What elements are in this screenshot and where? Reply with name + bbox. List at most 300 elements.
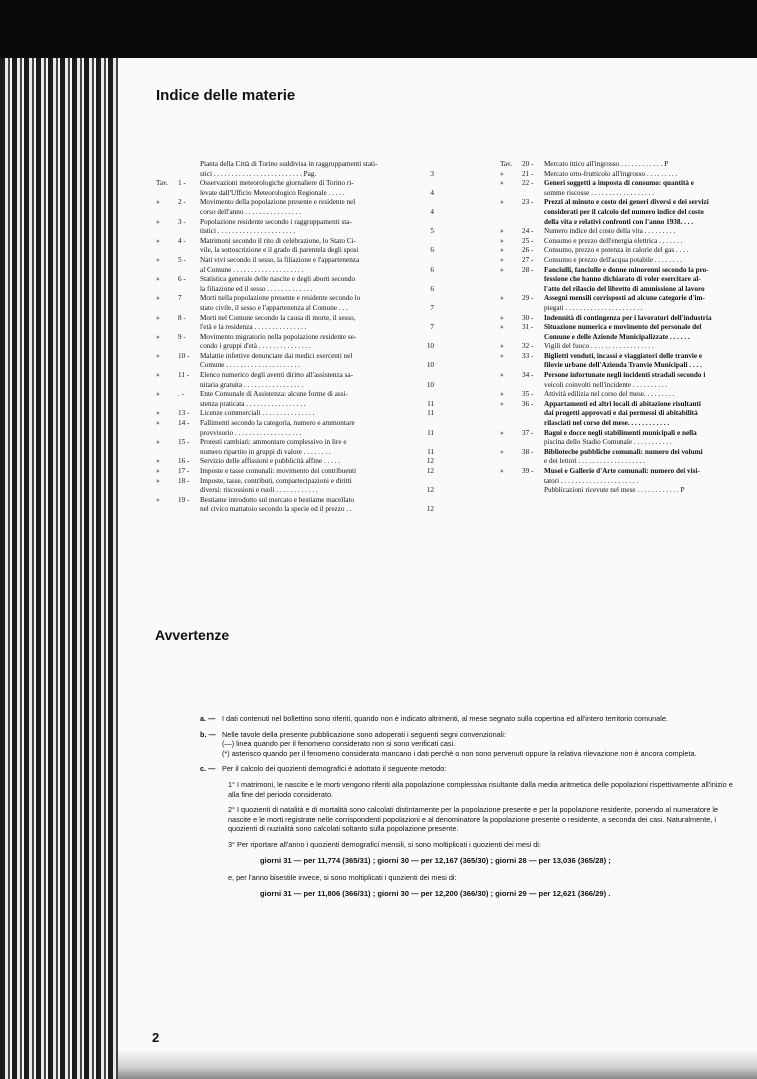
page-number: 2 xyxy=(152,1030,160,1045)
toc-text: nel civico mattatoio secondo la specie ed il prezzo . . xyxy=(200,505,352,514)
toc-text: stici . . . . . . . . . . . . . . . . . . . . . . . . . Pag. xyxy=(200,169,317,178)
toc-number xyxy=(522,361,544,371)
toc-page: 12 xyxy=(426,505,434,514)
toc-page xyxy=(408,477,434,487)
toc-page xyxy=(731,189,757,199)
toc-entry xyxy=(500,208,757,218)
toc-number xyxy=(178,361,200,371)
toc-text: numero ripartito in gruppi di valore . . . . . . . . xyxy=(200,447,331,456)
toc-entry xyxy=(500,198,757,208)
toc-page: 4 xyxy=(430,188,434,197)
toc-text: Servizio delle affissioni e pubblicità affine . . . . . xyxy=(200,457,341,466)
toc-entry xyxy=(156,218,434,228)
toc-prefix xyxy=(156,160,178,170)
toc-text: Popolazione residente secondo i raggruppamenti sta- xyxy=(200,217,352,226)
toc-number xyxy=(522,208,544,218)
toc-entry xyxy=(500,170,757,180)
toc-page: 10 xyxy=(426,361,434,370)
book-binding-edge xyxy=(0,58,125,1079)
toc-page: 6 xyxy=(430,265,434,274)
toc-entry xyxy=(156,246,434,256)
toc-prefix xyxy=(156,323,178,333)
toc-prefix xyxy=(500,333,522,343)
toc-number: 3 - xyxy=(178,217,186,226)
toc-page xyxy=(731,457,757,467)
toc-entry xyxy=(156,160,434,170)
toc-prefix: » xyxy=(156,313,160,322)
toc-entry xyxy=(156,198,434,208)
toc-number: 36 - xyxy=(522,399,534,408)
toc-prefix: » xyxy=(156,332,160,341)
toc-prefix xyxy=(500,477,522,487)
toc-prefix: » xyxy=(156,294,160,303)
toc-page xyxy=(408,294,434,304)
toc-number: 32 - xyxy=(522,342,534,351)
toc-number: . - xyxy=(178,390,184,399)
toc-entry xyxy=(500,429,757,439)
toc-entry xyxy=(500,438,757,448)
toc-entry xyxy=(156,486,434,496)
toc-prefix: » xyxy=(500,313,504,322)
toc-page xyxy=(731,294,757,304)
toc-entry xyxy=(500,304,757,314)
toc-number xyxy=(178,304,200,314)
toc-prefix xyxy=(500,208,522,218)
toc-page xyxy=(731,170,757,180)
toc-entry xyxy=(500,314,757,324)
toc-text: Licenze commerciali . . . . . . . . . . . . . . . xyxy=(200,409,315,418)
toc-page xyxy=(731,342,757,352)
toc-text: Situazione numerica e movimento del personale del xyxy=(544,323,702,332)
toc-page xyxy=(408,275,434,285)
toc-entry xyxy=(156,179,434,189)
note-c1: 1° I matrimoni, le nascite e le morti vengono riferiti alla popolazione complessiva risultante dalla media aritmetica delle popolazioni rispettivamente all'inizio e alla fine del periodo considerato. xyxy=(228,779,733,799)
toc-page xyxy=(731,275,757,285)
toc-number: 17 - xyxy=(178,467,190,475)
toc-prefix: » xyxy=(156,198,160,207)
toc-text: Osservazioni meteorologiche giornaliere di Torino ri- xyxy=(200,179,354,188)
toc-number: 26 - xyxy=(522,246,534,255)
toc-text: Movimento migratorio nella popolazione residente se- xyxy=(200,332,357,341)
toc-prefix: » xyxy=(156,409,160,418)
page-title: Indice delle materie xyxy=(156,87,296,104)
toc-entry xyxy=(156,361,434,371)
toc-text: Morti nella popolazione presente e residente secondo lo xyxy=(200,294,361,303)
toc-prefix: » xyxy=(156,351,160,360)
toc-text: Ente Comunale di Assistenza: alcune forme di assi- xyxy=(200,390,348,399)
toc-entry xyxy=(500,419,757,429)
toc-number xyxy=(178,323,200,333)
toc-entry xyxy=(500,294,757,304)
toc-number: 27 - xyxy=(522,255,534,264)
toc-number xyxy=(178,246,200,256)
toc-page xyxy=(731,198,757,208)
toc-prefix xyxy=(156,266,178,276)
toc-prefix xyxy=(156,429,178,439)
toc-text: diversi: riscossioni e ruoli . . . . . . . . . . . . xyxy=(200,486,318,495)
toc-page xyxy=(731,371,757,381)
toc-number: 29 - xyxy=(522,294,534,303)
toc-number: 6 - xyxy=(178,275,186,284)
toc-number: 16 - xyxy=(178,457,190,466)
toc-prefix xyxy=(500,381,522,391)
toc-text: Numero indice del costo della vita . . . . . . . . . xyxy=(544,227,676,236)
toc-prefix: » xyxy=(500,265,504,274)
toc-number: 22 - xyxy=(522,179,534,188)
toc-text: l'età e la residenza . . . . . . . . . . . . . . . xyxy=(200,323,307,332)
note-a: a. — I dati contenuti nel bollettino sono riferiti, quando non è indicato altrimenti, al mese segnato sulla copertina ed all'intero territorio comunale. xyxy=(200,714,668,723)
toc-prefix: » xyxy=(500,255,504,264)
toc-text: Consumo e prezzo dell'acqua potabile . . . . . . . . xyxy=(544,255,682,264)
toc-number xyxy=(178,208,200,218)
toc-text: Indennità di contingenza per i lavoratori dell'industria xyxy=(544,313,712,322)
toc-text: provvisorio . . . . . . . . . . . . . . . . . . . xyxy=(200,428,302,437)
toc-prefix: » xyxy=(156,476,160,485)
toc-page: 11 xyxy=(427,428,434,437)
toc-entry xyxy=(156,323,434,333)
toc-page xyxy=(408,198,434,208)
toc-prefix: » xyxy=(500,294,504,303)
toc-number: 4 - xyxy=(178,236,186,245)
toc-text: Comune e delle Aziende Municipalizzate . . . . . . xyxy=(544,332,690,341)
toc-entry xyxy=(156,381,434,391)
toc-page: 11 xyxy=(427,409,434,418)
toc-text: considerati per il calcolo del numero indice del costo xyxy=(544,207,704,216)
toc-entry xyxy=(156,208,434,218)
toc-entry xyxy=(500,381,757,391)
toc-number: 5 - xyxy=(178,255,186,264)
toc-number: 18 - xyxy=(178,476,190,485)
toc-text: l'atto del rilascio del libretto di ammissione al lavoro xyxy=(544,284,705,293)
toc-entry xyxy=(156,189,434,199)
toc-number: 23 - xyxy=(522,198,534,207)
toc-entry xyxy=(156,237,434,247)
toc-prefix xyxy=(156,400,178,410)
toc-prefix: » xyxy=(500,342,504,351)
toc-number: 14 - xyxy=(178,419,190,428)
toc-text: Comune . . . . . . . . . . . . . . . . . . . . . xyxy=(200,361,300,370)
toc-number xyxy=(178,266,200,276)
toc-page: 10 xyxy=(426,380,434,389)
toc-text: Elenco numerico degli aventi diritto all'assistenza sa- xyxy=(200,371,353,380)
toc-page xyxy=(731,448,757,458)
toc-page xyxy=(731,266,757,276)
toc-text: della vita e relativi confronti con l'anno 1938. . . . xyxy=(544,217,694,226)
toc-prefix: » xyxy=(156,371,160,380)
toc-page: 6 xyxy=(430,246,434,255)
toc-number: 15 - xyxy=(178,438,190,447)
toc-page xyxy=(731,246,757,256)
toc-prefix: » xyxy=(500,198,504,207)
toc-text: somme riscosse . . . . . . . . . . . . . . . . . . xyxy=(544,188,655,197)
toc-text: Vigili del fuoco . . . . . . . . . . . . . . . . . . xyxy=(544,342,654,351)
toc-page xyxy=(731,314,757,324)
toc-text: vile, la sottoscrizione e il grado di parentela degli sposi xyxy=(200,246,359,255)
toc-page xyxy=(731,179,757,189)
toc-page xyxy=(731,477,757,487)
toc-entry xyxy=(156,275,434,285)
toc-entry xyxy=(500,477,757,487)
toc-number xyxy=(522,333,544,343)
toc-prefix xyxy=(156,246,178,256)
toc-prefix xyxy=(500,486,522,496)
toc-number: 9 - xyxy=(178,332,186,341)
toc-page xyxy=(408,256,434,266)
toc-prefix: » xyxy=(500,246,504,255)
toc-text: piegati . . . . . . . . . . . . . . . . . . . . . . xyxy=(544,303,643,312)
toc-entry xyxy=(500,352,757,362)
toc-page xyxy=(408,314,434,324)
toc-entry xyxy=(156,352,434,362)
toc-page xyxy=(731,409,757,419)
toc-number: 21 - xyxy=(522,169,534,178)
toc-number: 2 - xyxy=(178,198,186,207)
toc-text: Malattie infettive denunciate dai medici esercenti nel xyxy=(200,351,353,360)
toc-number: 1 - xyxy=(178,179,186,188)
toc-prefix xyxy=(156,381,178,391)
toc-number xyxy=(522,381,544,391)
toc-prefix: » xyxy=(500,428,504,437)
toc-entry xyxy=(500,361,757,371)
toc-right-column xyxy=(500,160,757,496)
toc-number xyxy=(178,505,200,515)
toc-page: 4 xyxy=(430,207,434,216)
toc-entry xyxy=(156,170,434,180)
toc-prefix: » xyxy=(156,438,160,447)
toc-page: 11 xyxy=(427,399,434,408)
toc-entry xyxy=(500,285,757,295)
toc-prefix xyxy=(500,275,522,285)
toc-text: tatori . . . . . . . . . . . . . . . . . . . . . . xyxy=(544,476,639,485)
section-title-avvertenze: Avvertenze xyxy=(155,627,230,643)
toc-number xyxy=(178,400,200,410)
toc-page xyxy=(731,438,757,448)
toc-page xyxy=(731,285,757,295)
toc-page xyxy=(408,179,434,189)
toc-entry xyxy=(500,246,757,256)
toc-text: piscina dello Stadio Comunale . . . . . . . . . . . xyxy=(544,438,672,447)
toc-number: 31 - xyxy=(522,323,534,332)
toc-prefix xyxy=(500,285,522,295)
toc-page: 7 xyxy=(430,303,434,312)
toc-entry xyxy=(156,371,434,381)
toc-prefix xyxy=(156,170,178,180)
toc-text: Consumo e prezzo dell'energia elettrica . . . . . . . xyxy=(544,236,683,245)
toc-prefix: » xyxy=(500,227,504,236)
toc-prefix: » xyxy=(156,457,160,466)
toc-number: 13 - xyxy=(178,409,190,418)
toc-number xyxy=(522,438,544,448)
toc-entry xyxy=(500,409,757,419)
toc-entry xyxy=(156,457,434,467)
toc-text: corso dell'anno . . . . . . . . . . . . . . . . xyxy=(200,207,301,216)
toc-text: filovie urbane dell'Azienda Tranvie Municipali . . . . xyxy=(544,361,702,370)
toc-page xyxy=(731,381,757,391)
toc-text: Imposte e tasse comunali: movimento dei contribuenti xyxy=(200,467,357,475)
toc-entry xyxy=(156,419,434,429)
toc-text: Musei e Gallerie d'Arte comunali: numero dei visi- xyxy=(544,467,700,475)
toc-text: fessione che hanno dichiarato di voler esercitare al- xyxy=(544,275,701,284)
toc-page xyxy=(408,160,434,170)
toc-page: 7 xyxy=(430,323,434,332)
toc-prefix xyxy=(500,189,522,199)
toc-text: Persone infortunate negli incidenti stradali secondo i xyxy=(544,371,706,380)
toc-number xyxy=(178,189,200,199)
toc-entry xyxy=(156,266,434,276)
toc-entry xyxy=(500,400,757,410)
toc-prefix xyxy=(156,208,178,218)
toc-entry xyxy=(156,400,434,410)
toc-entry xyxy=(156,342,434,352)
toc-prefix xyxy=(500,409,522,419)
toc-page xyxy=(731,361,757,371)
toc-prefix xyxy=(500,419,522,429)
toc-number xyxy=(178,170,200,180)
toc-number: 20 - xyxy=(522,160,534,168)
note-c3: 3° Per riportare all'anno i quozienti demografici mensili, si sono moltiplicati i quozienti dei mesi di: xyxy=(228,839,541,849)
toc-page: 12 xyxy=(426,467,434,475)
toc-prefix xyxy=(156,448,178,458)
toc-number: 28 - xyxy=(522,265,534,274)
toc-page xyxy=(731,256,757,266)
toc-entry xyxy=(156,448,434,458)
toc-text: Fanciulli, fanciulle e donne minorenni secondo la pro- xyxy=(544,265,709,274)
toc-prefix xyxy=(156,486,178,496)
toc-page xyxy=(731,304,757,314)
toc-page: 12 xyxy=(426,486,434,495)
toc-text: dai progetti approvati e dai permessi di abitabilità xyxy=(544,409,698,418)
toc-prefix: Tav. xyxy=(156,179,169,188)
toc-prefix: » xyxy=(156,495,160,504)
toc-prefix xyxy=(500,438,522,448)
toc-number: 11 - xyxy=(178,371,190,380)
toc-page xyxy=(731,429,757,439)
toc-number xyxy=(522,218,544,228)
toc-page: 11 xyxy=(427,447,434,456)
toc-page xyxy=(731,486,757,496)
toc-page xyxy=(408,352,434,362)
toc-page xyxy=(408,371,434,381)
toc-entry xyxy=(156,227,434,237)
toc-entry xyxy=(156,333,434,343)
toc-page xyxy=(408,438,434,448)
toc-text: Movimento della popolazione presente e residente nel xyxy=(200,198,356,207)
toc-number xyxy=(178,342,200,352)
toc-text: Statistica generale delle nascite e degli aborti secondo xyxy=(200,275,356,284)
toc-page xyxy=(408,390,434,400)
toc-entry xyxy=(156,429,434,439)
toc-entry xyxy=(500,266,757,276)
toc-entry xyxy=(500,275,757,285)
toc-number: 25 - xyxy=(522,236,534,245)
toc-entry xyxy=(156,390,434,400)
page-bottom-shadow xyxy=(118,1050,757,1079)
toc-entry xyxy=(500,227,757,237)
toc-text: la filiazione ed il sesso . . . . . . . . . . . . . xyxy=(200,284,313,293)
toc-number xyxy=(178,160,200,170)
toc-text: Consumo, prezzo e potenza in calorie del gas . . . . xyxy=(544,246,689,255)
toc-prefix xyxy=(500,304,522,314)
toc-number xyxy=(178,448,200,458)
toc-prefix: » xyxy=(500,236,504,245)
toc-text: Pianta della Città di Torino suddivisa in raggruppamenti stati- xyxy=(200,160,378,168)
toc-prefix: » xyxy=(500,371,504,380)
toc-page xyxy=(408,333,434,343)
toc-text: Nati vivi secondo il sesso, la filiazione e l'appartenenza xyxy=(200,255,360,264)
toc-number xyxy=(522,477,544,487)
toc-text: nitaria gratuita . . . . . . . . . . . . . . . . . xyxy=(200,380,304,389)
toc-page xyxy=(731,467,757,477)
toc-text: Assegni mensili corrisposti ad alcune categorie d'im- xyxy=(544,294,705,303)
formula-normal-year: giorni 31 — per 11,774 (365/31) ; giorni 30 — per 12,167 (365/30) ; giorni 28 — per 13,036 (365/28) ; xyxy=(260,855,611,865)
toc-page xyxy=(731,323,757,333)
toc-number xyxy=(522,409,544,419)
toc-number: 39 - xyxy=(522,467,534,475)
toc-prefix: » xyxy=(500,323,504,332)
toc-number xyxy=(522,457,544,467)
note-c4: e, per l'anno bisestile invece, si sono moltiplicati i quozienti dei mesi di: xyxy=(228,873,457,883)
toc-page xyxy=(731,218,757,228)
toc-number xyxy=(178,227,200,237)
toc-prefix: » xyxy=(500,467,504,475)
toc-page xyxy=(731,208,757,218)
toc-left-column xyxy=(156,160,434,515)
toc-text: Morti nel Comune secondo la causa di morte, il sesso, xyxy=(200,313,356,322)
toc-entry xyxy=(500,342,757,352)
toc-number: 19 - xyxy=(178,495,190,504)
toc-prefix xyxy=(156,189,178,199)
toc-entry xyxy=(500,323,757,333)
toc-number xyxy=(178,381,200,391)
toc-page xyxy=(408,218,434,228)
toc-prefix: » xyxy=(156,390,160,399)
toc-prefix: » xyxy=(156,255,160,264)
toc-entry xyxy=(156,496,434,506)
toc-text: Bagni e docce negli stabilimenti municipali e nella xyxy=(544,428,697,437)
toc-entry xyxy=(500,467,757,477)
toc-page xyxy=(731,400,757,410)
toc-page: 12 xyxy=(426,457,434,466)
toc-prefix: » xyxy=(156,467,160,475)
toc-text: Mercato ittico all'ingrosso . . . . . . . . . . . . P xyxy=(544,160,669,168)
toc-prefix: » xyxy=(156,419,160,428)
toc-entry xyxy=(156,505,434,515)
toc-text: rilasciati nel corso del mese. . . . . . . . . . . . xyxy=(544,419,670,428)
toc-text: Protesti cambiari: ammontare complessivo in lire e xyxy=(200,438,347,447)
toc-prefix xyxy=(156,361,178,371)
toc-page xyxy=(408,496,434,506)
toc-entry xyxy=(500,160,757,170)
toc-number: 10 - xyxy=(178,351,190,360)
toc-entry xyxy=(500,390,757,400)
toc-prefix: » xyxy=(156,236,160,245)
toc-page: 3 xyxy=(430,169,434,178)
toc-number: 33 - xyxy=(522,351,534,360)
toc-entry xyxy=(156,314,434,324)
toc-entry xyxy=(500,333,757,343)
toc-page xyxy=(731,419,757,429)
toc-text: al Comune . . . . . . . . . . . . . . . . . . . . xyxy=(200,265,304,274)
toc-page xyxy=(408,237,434,247)
toc-entry xyxy=(156,256,434,266)
toc-text: Biblioteche pubbliche comunali: numero dei volumi xyxy=(544,447,703,456)
toc-number: 34 - xyxy=(522,371,534,380)
toc-text: Prezzi al minuto e costo dei generi diversi e dei servizi xyxy=(544,198,709,207)
toc-page xyxy=(731,352,757,362)
toc-prefix xyxy=(156,285,178,295)
toc-number xyxy=(178,429,200,439)
toc-page xyxy=(731,390,757,400)
